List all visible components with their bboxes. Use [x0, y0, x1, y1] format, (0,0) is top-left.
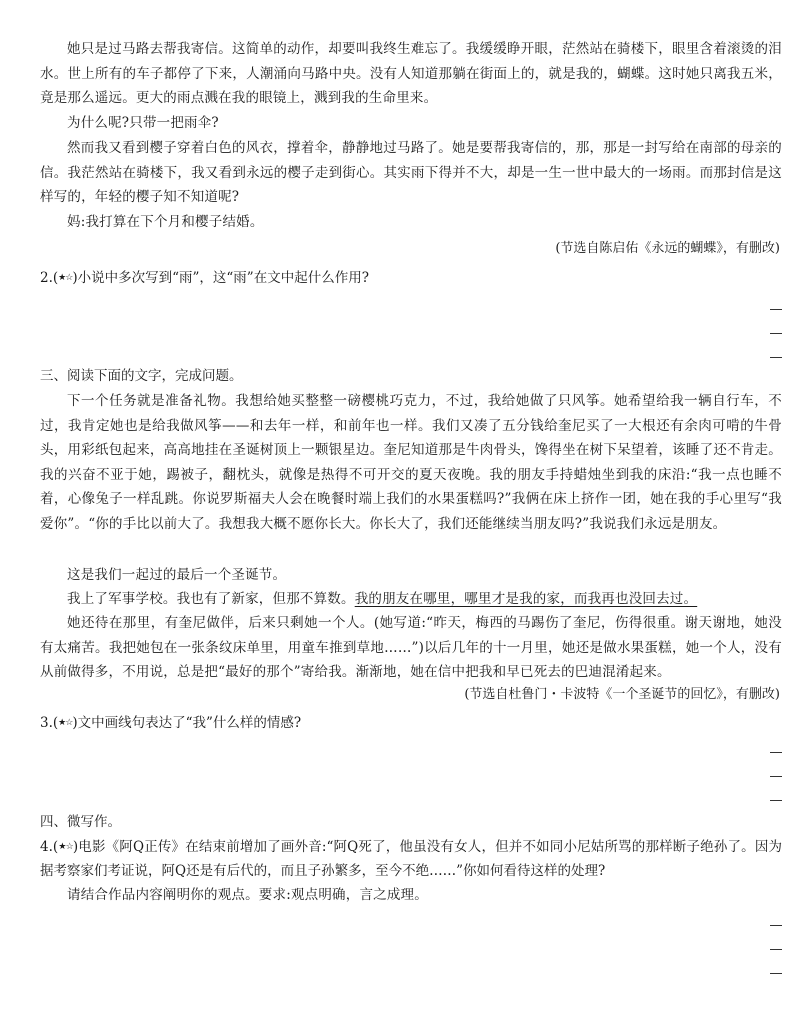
- section3-paragraph-4: 她还待在那里，有奎尼做伴，后来只剩她一个人。(她写道:“昨天，梅西的马踢伤了奎尼，伤得很重。谢天谢地，她没有太痛苦。我把她包在一张条纹床单里，用童车推到草地……”)以后几年的十一月里，她还是做水果蛋糕，她一个人，没有从前做得多，不用说，总是把“最好的那个”寄给我。渐渐地，她在信中把我和早已死去的巴迪混淆起来。: [40, 615, 782, 680]
- difficulty-stars: (★☆): [52, 715, 78, 731]
- passage1-source: (节选自陈启佑《永远的蝴蝶》，有删改): [555, 241, 780, 256]
- paragraph-text: 我上了军事学校。我也有了新家，但那不算数。: [67, 591, 355, 607]
- answer-line[interactable]: [770, 752, 782, 753]
- section3-paragraph-1: 下一个任务就是准备礼物。我想给她买整整一磅樱桃巧克力，不过，我给她做了只风筝。她希望给我一辆自行车，不过，我肯定她也是给我做风筝——和去年一样，和前年也一样。我们又凑了五分钱给奎尼买了一大根还有余肉可啃的牛骨头，用彩纸包起来，高高地挂在圣诞树顶上一颗银星边。奎尼知道那是牛肉骨头，馋得坐在树下呆望着，该睡了还不肯走。我的兴奋不亚于她，踢被子，翻枕头，就像是热得不可开交的夏天夜晚。我的朋友手持蜡烛坐到我的床沿:“我一点也睡不着，心像兔子一样乱跳。你说罗斯福夫人会在晚餐时端上我们的水果蛋糕吗?”我俩在床上挤作一团，她在我的手心里写“我爱你”。“你的手比以前大了。我想我大概不愿你长大。你长大了，我们还能继续当朋友吗?”我说我们永远是朋友。: [40, 393, 782, 532]
- answer-line[interactable]: [770, 800, 782, 801]
- difficulty-stars: (★☆): [52, 270, 78, 286]
- question-number: 3.: [40, 715, 53, 731]
- answer-line[interactable]: [770, 333, 782, 334]
- question-3: [40, 711, 782, 735]
- section3-source: (节选自杜鲁门・卡波特《一个圣诞节的回忆》，有删改): [464, 687, 780, 702]
- star-icon: ★☆: [58, 273, 73, 283]
- question-text: 电影《阿Q正传》在结束前增加了画外音:“阿Q死了，他虽没有女人，但并不如同小尼姑所骂的那样断子绝孙了。因为据考察家们考证说，阿Q还是有后代的，而且子孙繁多，至今不绝……”你如何看待这样的处理?: [40, 839, 782, 879]
- star-icon: ★☆: [58, 842, 73, 852]
- answer-line[interactable]: [770, 776, 782, 777]
- answer-line[interactable]: [770, 309, 782, 310]
- difficulty-stars: (★☆): [52, 839, 79, 855]
- star-icon: ★☆: [58, 718, 73, 728]
- passage1-paragraph-1: 她只是过马路去帮我寄信。这简单的动作，却要叫我终生难忘了。我缓缓睁开眼，茫然站在骑楼下，眼里含着滚烫的泪水。世上所有的车子都停了下来，人潮涌向马路中央。没有人知道那躺在街面上的，就是我的，蝴蝶。这时她只离我五米，竟是那么遥远。更大的雨点溅在我的眼镜上，溅到我的生命里来。: [40, 41, 782, 106]
- question-4-requirement: 请结合作品内容阐明你的观点。要求:观点明确，言之成理。: [67, 887, 428, 903]
- question-text: 小说中多次写到“雨”，这“雨”在文中起什么作用?: [77, 270, 369, 286]
- section-3-heading: 三、阅读下面的文字，完成问题。: [40, 368, 243, 384]
- underlined-sentence: 我的朋友在哪里，哪里才是我的家，而我再也没回去过。: [354, 591, 698, 607]
- section-4-heading: 四、微写作。: [40, 814, 121, 830]
- question-2: [40, 266, 782, 290]
- answer-line[interactable]: [770, 949, 782, 950]
- section3-paragraph-2: 这是我们一起过的最后一个圣诞节。: [67, 567, 287, 583]
- answer-line[interactable]: [770, 973, 782, 974]
- passage1-paragraph-4: 妈:我打算在下个月和樱子结婚。: [67, 214, 264, 230]
- passage1-paragraph-2: 为什么呢?只带一把雨伞?: [67, 115, 219, 131]
- answer-line[interactable]: [770, 357, 782, 358]
- section3-paragraph-3: [40, 587, 782, 612]
- passage1-paragraph-3: 然而我又看到樱子穿着白色的风衣，撑着伞，静静地过马路了。她是要帮我寄信的，那，那是一封写给在南部的母亲的信。我茫然站在骑楼下，我又看到永远的樱子走到街心。其实雨下得并不大，却是一生一世中最大的一场雨。而那封信是这样写的，年轻的樱子知不知道呢?: [40, 140, 782, 205]
- answer-line[interactable]: [770, 925, 782, 926]
- question-text: 文中画线句表达了“我”什么样的情感?: [77, 715, 302, 731]
- question-number: 4.: [40, 839, 53, 855]
- question-number: 2.: [40, 270, 53, 286]
- question-4: [40, 835, 782, 883]
